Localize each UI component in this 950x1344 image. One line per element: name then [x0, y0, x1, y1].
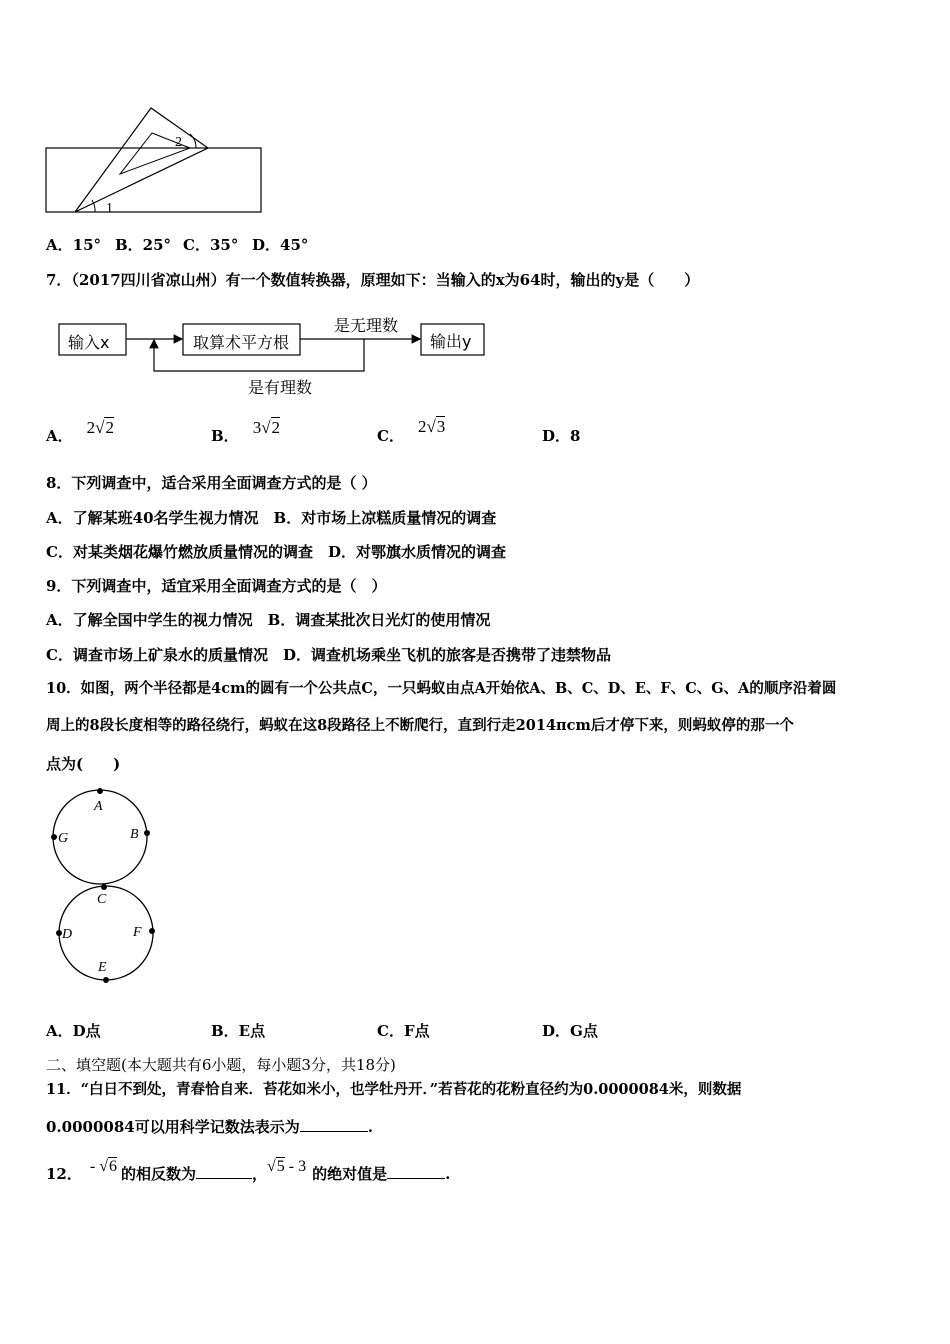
q12-separator: ， — [252, 1165, 268, 1183]
q11-answer-blank[interactable] — [300, 1131, 368, 1132]
q8-options-line1: A．了解某班40名学生视力情况 B．对市场上凉糕质量情况的调查 — [46, 509, 497, 527]
q7-option-a — [46, 418, 114, 445]
q9-stem: 9．下列调查中，适宜采用全面调查方式的是（ ） — [46, 577, 387, 595]
angle-1-label: 1 — [106, 201, 113, 216]
triangle-outer — [75, 108, 208, 212]
q7-option-c-value: 2√3 — [417, 417, 446, 436]
q12-answer-blank-2[interactable] — [387, 1178, 445, 1179]
angle-1-arc — [92, 200, 95, 212]
angle-2-label: 2 — [175, 135, 182, 150]
q10-option-b: B．E点 — [211, 1022, 266, 1040]
point-c-label: C — [97, 892, 107, 907]
q7-option-c-label: C． — [377, 427, 404, 445]
q10-option-d: D．G点 — [542, 1022, 598, 1040]
q10-figure — [40, 785, 170, 995]
q7-option-d — [542, 426, 580, 446]
q12-expr-sqrt5-minus-3: √5 - 3 — [267, 1158, 307, 1175]
q6-figure — [40, 100, 280, 220]
point-b-label: B — [130, 827, 139, 842]
q7-option-d-label: D． — [542, 427, 571, 445]
point-c-dot — [101, 884, 107, 890]
q8-options-line2: C．对某类烟花爆竹燃放质量情况的调查 D．对鄂旗水质情况的调查 — [46, 543, 506, 561]
q7-option-a-label: A． — [46, 427, 73, 445]
q10-stem-line1: 10．如图，两个半径都是4cm的圆有一个公共点C，一只蚂蚁由点A开始依A、B、C、D、E、F、C、G、A的顺序沿着圆 — [46, 680, 837, 697]
point-g-dot — [51, 834, 57, 840]
q7-stem: 7．（2017四川省凉山州）有一个数值转换器，原理如下：当输入的x为64时，输出的y是（ ） — [46, 271, 700, 289]
q10-stem-line2: 周上的8段长度相等的路径绕行，蚂蚁在这8段路径上不断爬行，直到行走2014πcm后才停下来，则蚂蚁停的那一个 — [46, 717, 794, 734]
q11-stem-text: 0.0000084可以用科学记数法表示为 — [46, 1118, 300, 1136]
q7-option-b-label: B． — [211, 427, 239, 445]
q8-stem: 8．下列调查中，适合采用全面调查方式的是（ ） — [46, 474, 377, 492]
q7-option-b-value: 3√2 — [252, 418, 281, 437]
q11-stem-line1: 11．“白日不到处，青春恰自来．苔花如米小，也学牡丹开．”若苔花的花粉直径约为0.0000084米，则数据 — [46, 1081, 742, 1098]
flow-output-label: 输出y — [430, 332, 472, 351]
q7-option-b — [211, 418, 281, 445]
q6-option-a: A．15° — [46, 236, 102, 254]
flow-irrational-label: 是无理数 — [334, 316, 399, 335]
flow-rational-label: 是有理数 — [248, 378, 313, 397]
point-a-label: A — [94, 799, 103, 814]
q10-option-c: C．F点 — [377, 1022, 430, 1040]
q9-options-line2: C．调查市场上矿泉水的质量情况 D．调查机场乘坐飞机的旅客是否携带了违禁物品 — [46, 646, 611, 664]
flow-process-label: 取算术平方根 — [193, 333, 290, 352]
q10-stem-line3: 点为( ) — [46, 755, 121, 773]
q7-option-c — [377, 417, 446, 445]
q10-option-a: A．D点 — [46, 1022, 101, 1040]
q6-option-d: D．45° — [252, 236, 309, 254]
q7-option-a-value: 2√2 — [86, 418, 114, 437]
q12-expr-neg-sqrt6: - √6 — [89, 1158, 117, 1175]
q11-stem-line2 — [46, 1117, 373, 1137]
q9-options-line1: A．了解全国中学生的视力情况 B．调查某批次日光灯的使用情况 — [46, 611, 491, 629]
ruler-rectangle — [46, 148, 261, 212]
section-2-title: 二、填空题(本大题共有6小题，每小题3分，共18分) — [46, 1056, 396, 1074]
point-e-dot — [103, 977, 109, 983]
q12-text-opposite: 的相反数为 — [120, 1165, 196, 1183]
point-b-dot — [144, 830, 150, 836]
point-a-dot — [97, 788, 103, 794]
point-d-label: D — [62, 927, 73, 942]
point-f-label: F — [133, 925, 142, 940]
q6-option-b: B．25° — [115, 236, 172, 254]
point-f-dot — [149, 928, 155, 934]
q7-option-d-value: 8 — [570, 427, 581, 445]
q12-line — [46, 1158, 451, 1185]
flow-input-label: 输入x — [68, 333, 110, 352]
q12-period: . — [445, 1165, 451, 1183]
q6-option-c: C．35° — [183, 236, 239, 254]
q12-text-absolute: 的绝对值是 — [312, 1165, 388, 1183]
q11-period: . — [367, 1118, 373, 1136]
q12-answer-blank-1[interactable] — [196, 1178, 252, 1179]
point-g-label: G — [58, 831, 69, 846]
point-e-label: E — [98, 960, 107, 975]
q12-number: 12． — [46, 1165, 82, 1183]
